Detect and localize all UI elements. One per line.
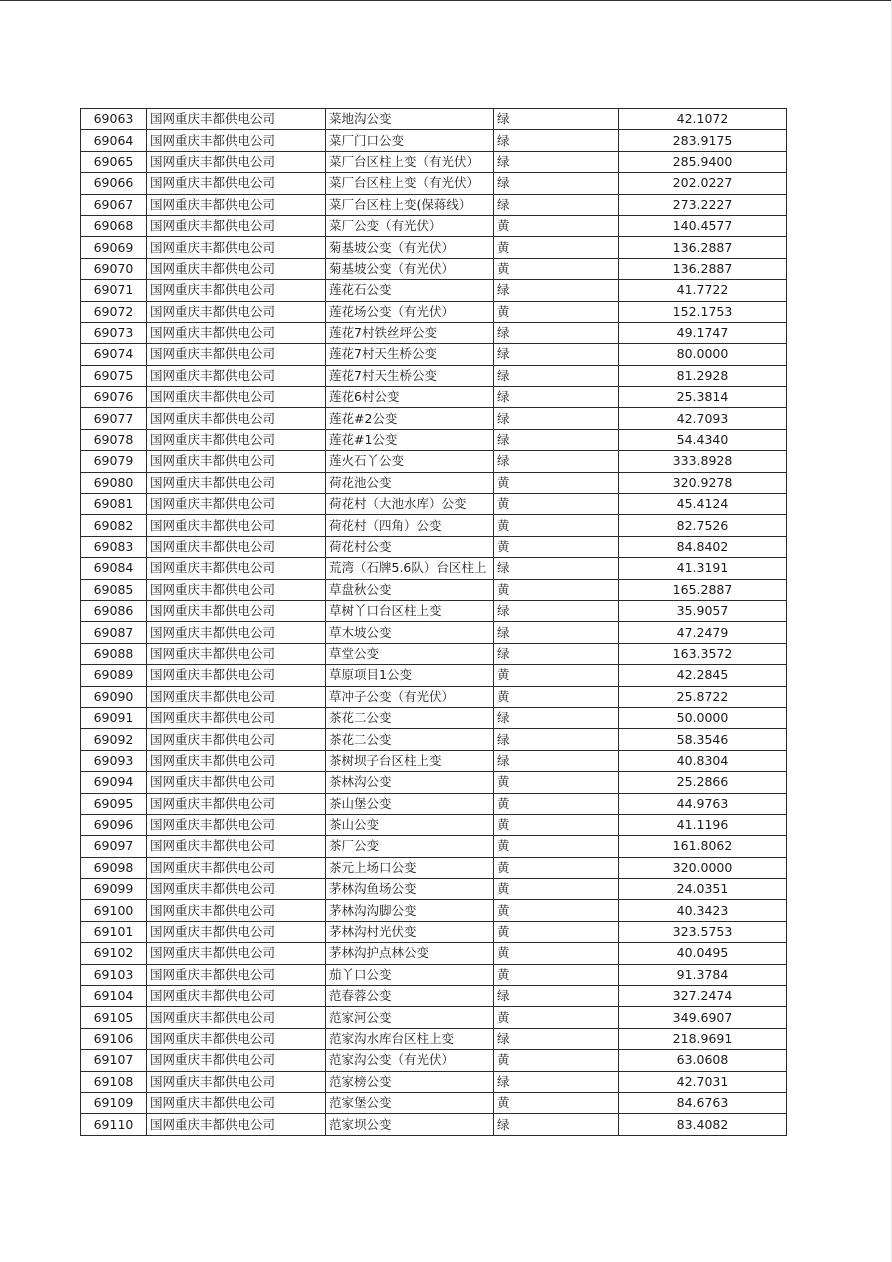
cell-transformer-name: 范家河公变 [326,1007,494,1028]
cell-company: 国网重庆丰都供电公司 [147,814,326,835]
cell-id: 69070 [81,258,147,279]
cell-status: 黄 [494,1007,619,1028]
cell-status: 绿 [494,387,619,408]
cell-company: 国网重庆丰都供电公司 [147,408,326,429]
table-row [81,921,787,942]
cell-id: 69065 [81,151,147,172]
cell-value: 49.1747 [619,322,787,343]
cell-status: 黄 [494,964,619,985]
cell-status: 黄 [494,879,619,900]
cell-transformer-name: 草堂公变 [326,643,494,664]
cell-id: 69088 [81,643,147,664]
cell-id: 69069 [81,237,147,258]
cell-status: 绿 [494,322,619,343]
cell-transformer-name: 莲花7村天生桥公变 [326,365,494,386]
cell-id: 69094 [81,772,147,793]
cell-transformer-name: 莲花7村天生桥公变 [326,344,494,365]
cell-id: 69082 [81,515,147,536]
cell-value: 152.1753 [619,301,787,322]
cell-status: 绿 [494,1071,619,1092]
cell-transformer-name: 茅林沟村光伏变 [326,921,494,942]
cell-company: 国网重庆丰都供电公司 [147,322,326,343]
cell-id: 69079 [81,451,147,472]
table-body [81,109,787,1136]
cell-transformer-name: 范家榜公变 [326,1071,494,1092]
cell-company: 国网重庆丰都供电公司 [147,857,326,878]
cell-id: 69075 [81,365,147,386]
cell-transformer-name: 范春蓉公变 [326,986,494,1007]
cell-value: 81.2928 [619,365,787,386]
table-row [81,579,787,600]
cell-status: 绿 [494,986,619,1007]
cell-id: 69077 [81,408,147,429]
cell-company: 国网重庆丰都供电公司 [147,109,326,130]
cell-value: 24.0351 [619,879,787,900]
cell-company: 国网重庆丰都供电公司 [147,237,326,258]
transformer-table [80,108,787,1136]
cell-company: 国网重庆丰都供电公司 [147,472,326,493]
cell-id: 69083 [81,536,147,557]
table-row [81,109,787,130]
cell-status: 绿 [494,643,619,664]
cell-status: 绿 [494,109,619,130]
cell-status: 黄 [494,215,619,236]
cell-transformer-name: 茄丫口公变 [326,964,494,985]
table-row [81,301,787,322]
table-row [81,130,787,151]
cell-value: 58.3546 [619,729,787,750]
cell-status: 黄 [494,836,619,857]
cell-id: 69080 [81,472,147,493]
cell-id: 69087 [81,622,147,643]
cell-transformer-name: 荷花池公变 [326,472,494,493]
table-row [81,879,787,900]
cell-company: 国网重庆丰都供电公司 [147,494,326,515]
cell-value: 161.8062 [619,836,787,857]
cell-value: 273.2227 [619,194,787,215]
table-row [81,1071,787,1092]
cell-company: 国网重庆丰都供电公司 [147,686,326,707]
cell-company: 国网重庆丰都供电公司 [147,900,326,921]
cell-company: 国网重庆丰都供电公司 [147,836,326,857]
cell-transformer-name: 荷花村（大池水库）公变 [326,494,494,515]
cell-transformer-name: 菜厂公变（有光伏） [326,215,494,236]
cell-company: 国网重庆丰都供电公司 [147,750,326,771]
cell-id: 69086 [81,600,147,621]
table-row [81,665,787,686]
cell-value: 40.0495 [619,943,787,964]
cell-id: 69098 [81,857,147,878]
cell-status: 黄 [494,921,619,942]
cell-status: 黄 [494,772,619,793]
table-row [81,494,787,515]
cell-transformer-name: 莲花石公变 [326,280,494,301]
cell-id: 69063 [81,109,147,130]
cell-status: 绿 [494,130,619,151]
cell-value: 80.0000 [619,344,787,365]
cell-transformer-name: 荷花村（四角）公变 [326,515,494,536]
cell-transformer-name: 茶山公变 [326,814,494,835]
cell-company: 国网重庆丰都供电公司 [147,665,326,686]
cell-transformer-name: 菜地沟公变 [326,109,494,130]
cell-status: 黄 [494,793,619,814]
cell-value: 333.8928 [619,451,787,472]
cell-company: 国网重庆丰都供电公司 [147,151,326,172]
cell-value: 44.9763 [619,793,787,814]
cell-id: 69106 [81,1028,147,1049]
cell-transformer-name: 菜厂台区柱上变（有光伏） [326,173,494,194]
cell-id: 69105 [81,1007,147,1028]
cell-status: 黄 [494,943,619,964]
table-row [81,1028,787,1049]
table-row [81,814,787,835]
cell-status: 绿 [494,707,619,728]
cell-value: 42.1072 [619,109,787,130]
table-row [81,387,787,408]
cell-id: 69092 [81,729,147,750]
cell-value: 42.2845 [619,665,787,686]
cell-company: 国网重庆丰都供电公司 [147,600,326,621]
cell-id: 69090 [81,686,147,707]
cell-value: 50.0000 [619,707,787,728]
cell-company: 国网重庆丰都供电公司 [147,943,326,964]
cell-company: 国网重庆丰都供电公司 [147,173,326,194]
cell-transformer-name: 菊基坡公变（有光伏） [326,237,494,258]
table-row [81,793,787,814]
table-row [81,1007,787,1028]
cell-value: 285.9400 [619,151,787,172]
cell-value: 84.6763 [619,1092,787,1113]
cell-id: 69068 [81,215,147,236]
cell-status: 绿 [494,408,619,429]
table-row [81,1092,787,1113]
cell-value: 163.3572 [619,643,787,664]
cell-transformer-name: 范家沟公变（有光伏） [326,1050,494,1071]
cell-transformer-name: 茶元上场口公变 [326,857,494,878]
cell-id: 69081 [81,494,147,515]
table-row [81,536,787,557]
cell-transformer-name: 草木坡公变 [326,622,494,643]
cell-id: 69071 [81,280,147,301]
cell-company: 国网重庆丰都供电公司 [147,1092,326,1113]
cell-status: 绿 [494,558,619,579]
cell-company: 国网重庆丰都供电公司 [147,194,326,215]
cell-status: 黄 [494,686,619,707]
cell-company: 国网重庆丰都供电公司 [147,772,326,793]
cell-value: 47.2479 [619,622,787,643]
table-row [81,515,787,536]
cell-company: 国网重庆丰都供电公司 [147,964,326,985]
cell-id: 69074 [81,344,147,365]
cell-value: 40.8304 [619,750,787,771]
cell-status: 绿 [494,600,619,621]
table-row [81,215,787,236]
table-row [81,643,787,664]
cell-company: 国网重庆丰都供电公司 [147,215,326,236]
cell-transformer-name: 荷花村公变 [326,536,494,557]
cell-company: 国网重庆丰都供电公司 [147,579,326,600]
cell-transformer-name: 范家堡公变 [326,1092,494,1113]
cell-transformer-name: 茅林沟鱼场公变 [326,879,494,900]
cell-transformer-name: 草原项目1公变 [326,665,494,686]
cell-status: 绿 [494,194,619,215]
cell-id: 69104 [81,986,147,1007]
cell-transformer-name: 茶花二公变 [326,707,494,728]
table-row [81,986,787,1007]
cell-transformer-name: 莲花#2公变 [326,408,494,429]
cell-value: 349.6907 [619,1007,787,1028]
table-row [81,836,787,857]
table-row [81,280,787,301]
table-row [81,194,787,215]
cell-value: 25.8722 [619,686,787,707]
cell-company: 国网重庆丰都供电公司 [147,1007,326,1028]
cell-status: 黄 [494,665,619,686]
cell-value: 83.4082 [619,1114,787,1135]
table-row [81,237,787,258]
cell-company: 国网重庆丰都供电公司 [147,344,326,365]
cell-id: 69099 [81,879,147,900]
cell-company: 国网重庆丰都供电公司 [147,1071,326,1092]
cell-value: 165.2887 [619,579,787,600]
cell-status: 黄 [494,472,619,493]
cell-id: 69073 [81,322,147,343]
cell-company: 国网重庆丰都供电公司 [147,387,326,408]
cell-transformer-name: 荒湾（石牌5.6队）台区柱上 [326,558,494,579]
table-row [81,344,787,365]
cell-company: 国网重庆丰都供电公司 [147,1050,326,1071]
table-row [81,365,787,386]
cell-status: 黄 [494,900,619,921]
table-row [81,772,787,793]
cell-transformer-name: 茅林沟沟脚公变 [326,900,494,921]
cell-status: 绿 [494,729,619,750]
table-row [81,451,787,472]
cell-id: 69103 [81,964,147,985]
cell-value: 283.9175 [619,130,787,151]
cell-company: 国网重庆丰都供电公司 [147,429,326,450]
cell-status: 绿 [494,622,619,643]
cell-transformer-name: 菜厂台区柱上变（有光伏） [326,151,494,172]
cell-value: 320.9278 [619,472,787,493]
cell-transformer-name: 菜厂门口公变 [326,130,494,151]
cell-transformer-name: 茶厂公变 [326,836,494,857]
cell-transformer-name: 莲花7村铁丝坪公变 [326,322,494,343]
cell-id: 69102 [81,943,147,964]
table-row [81,622,787,643]
cell-transformer-name: 茶树坝子台区柱上变 [326,750,494,771]
table-row [81,686,787,707]
cell-status: 绿 [494,451,619,472]
cell-transformer-name: 茶山堡公变 [326,793,494,814]
table-row [81,964,787,985]
cell-transformer-name: 草盘秋公变 [326,579,494,600]
cell-value: 40.3423 [619,900,787,921]
cell-transformer-name: 草树丫口台区柱上变 [326,600,494,621]
cell-value: 82.7526 [619,515,787,536]
cell-transformer-name: 莲火石丫公变 [326,451,494,472]
cell-value: 140.4577 [619,215,787,236]
cell-company: 国网重庆丰都供电公司 [147,921,326,942]
cell-status: 绿 [494,280,619,301]
cell-status: 绿 [494,365,619,386]
cell-id: 69096 [81,814,147,835]
cell-company: 国网重庆丰都供电公司 [147,558,326,579]
cell-value: 84.8402 [619,536,787,557]
cell-value: 42.7093 [619,408,787,429]
cell-value: 25.2866 [619,772,787,793]
cell-company: 国网重庆丰都供电公司 [147,986,326,1007]
cell-id: 69076 [81,387,147,408]
cell-value: 136.2887 [619,237,787,258]
cell-status: 黄 [494,258,619,279]
cell-transformer-name: 茶林沟公变 [326,772,494,793]
cell-id: 69072 [81,301,147,322]
cell-value: 41.7722 [619,280,787,301]
cell-status: 黄 [494,857,619,878]
cell-company: 国网重庆丰都供电公司 [147,365,326,386]
cell-id: 69085 [81,579,147,600]
table-row [81,322,787,343]
cell-status: 绿 [494,750,619,771]
cell-value: 54.4340 [619,429,787,450]
cell-transformer-name: 范家坝公变 [326,1114,494,1135]
cell-value: 136.2887 [619,258,787,279]
cell-status: 黄 [494,579,619,600]
cell-value: 42.7031 [619,1071,787,1092]
cell-id: 69109 [81,1092,147,1113]
cell-id: 69078 [81,429,147,450]
cell-status: 黄 [494,1050,619,1071]
cell-value: 25.3814 [619,387,787,408]
cell-id: 69110 [81,1114,147,1135]
cell-status: 黄 [494,515,619,536]
cell-status: 黄 [494,536,619,557]
table-row [81,1050,787,1071]
table-row [81,943,787,964]
cell-company: 国网重庆丰都供电公司 [147,793,326,814]
cell-id: 69095 [81,793,147,814]
cell-value: 327.2474 [619,986,787,1007]
cell-company: 国网重庆丰都供电公司 [147,643,326,664]
cell-company: 国网重庆丰都供电公司 [147,280,326,301]
cell-transformer-name: 莲花#1公变 [326,429,494,450]
table-row [81,472,787,493]
cell-id: 69089 [81,665,147,686]
table-row [81,151,787,172]
cell-transformer-name: 草冲子公变（有光伏） [326,686,494,707]
cell-status: 绿 [494,429,619,450]
cell-transformer-name: 茶花二公变 [326,729,494,750]
cell-id: 69067 [81,194,147,215]
cell-value: 218.9691 [619,1028,787,1049]
cell-value: 35.9057 [619,600,787,621]
cell-transformer-name: 茅林沟护点林公变 [326,943,494,964]
table-row [81,750,787,771]
cell-company: 国网重庆丰都供电公司 [147,536,326,557]
cell-id: 69091 [81,707,147,728]
table-row [81,900,787,921]
cell-transformer-name: 菜厂台区柱上变(保蒋线） [326,194,494,215]
cell-id: 69064 [81,130,147,151]
cell-id: 69066 [81,173,147,194]
cell-id: 69084 [81,558,147,579]
table-row [81,173,787,194]
cell-value: 320.0000 [619,857,787,878]
cell-company: 国网重庆丰都供电公司 [147,707,326,728]
cell-status: 绿 [494,151,619,172]
cell-value: 323.5753 [619,921,787,942]
cell-value: 202.0227 [619,173,787,194]
cell-id: 69101 [81,921,147,942]
cell-id: 69107 [81,1050,147,1071]
cell-company: 国网重庆丰都供电公司 [147,258,326,279]
cell-value: 45.4124 [619,494,787,515]
cell-status: 黄 [494,1092,619,1113]
table-row [81,258,787,279]
cell-company: 国网重庆丰都供电公司 [147,622,326,643]
cell-company: 国网重庆丰都供电公司 [147,130,326,151]
cell-id: 69097 [81,836,147,857]
cell-company: 国网重庆丰都供电公司 [147,301,326,322]
cell-value: 91.3784 [619,964,787,985]
table-row [81,707,787,728]
cell-company: 国网重庆丰都供电公司 [147,879,326,900]
cell-status: 绿 [494,1028,619,1049]
cell-transformer-name: 菊基坡公变（有光伏） [326,258,494,279]
cell-value: 41.1196 [619,814,787,835]
page-top-rule [0,0,892,1]
cell-value: 41.3191 [619,558,787,579]
cell-id: 69093 [81,750,147,771]
cell-transformer-name: 莲花场公变（有光伏） [326,301,494,322]
table-row [81,429,787,450]
table-row [81,857,787,878]
cell-id: 69108 [81,1071,147,1092]
cell-value: 63.0608 [619,1050,787,1071]
cell-transformer-name: 莲花6村公变 [326,387,494,408]
cell-status: 黄 [494,814,619,835]
cell-id: 69100 [81,900,147,921]
cell-company: 国网重庆丰都供电公司 [147,729,326,750]
cell-status: 绿 [494,344,619,365]
cell-status: 绿 [494,173,619,194]
table-row [81,408,787,429]
table-row [81,1114,787,1135]
cell-status: 黄 [494,494,619,515]
table-row [81,600,787,621]
cell-company: 国网重庆丰都供电公司 [147,1028,326,1049]
cell-transformer-name: 范家沟水库台区柱上变 [326,1028,494,1049]
table-row [81,729,787,750]
cell-company: 国网重庆丰都供电公司 [147,1114,326,1135]
cell-status: 绿 [494,1114,619,1135]
cell-company: 国网重庆丰都供电公司 [147,451,326,472]
cell-company: 国网重庆丰都供电公司 [147,515,326,536]
table-row [81,558,787,579]
cell-status: 黄 [494,237,619,258]
cell-status: 黄 [494,301,619,322]
